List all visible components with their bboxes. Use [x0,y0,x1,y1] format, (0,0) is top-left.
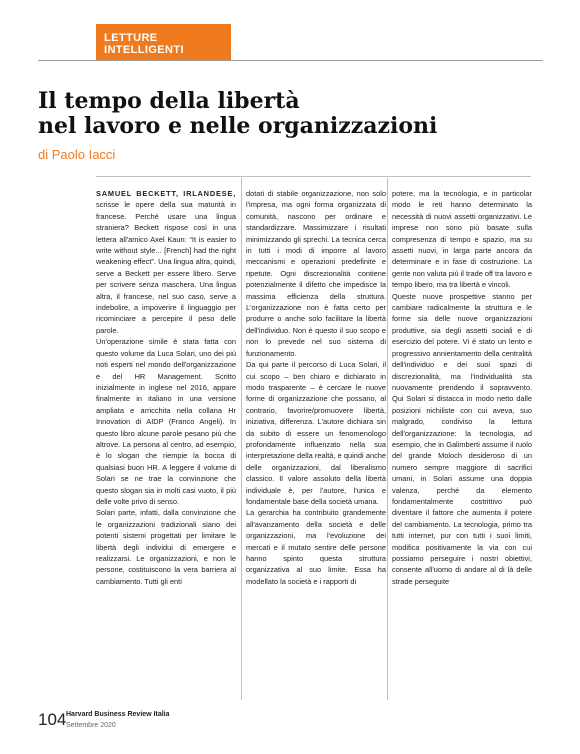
text-column-1 [96,188,236,587]
paragraph: Queste nuove prospettive stanno per cambiare radicalmente la struttura e le forme sia delle nuove organizzazioni produttive, sia degli assetti sociali e di esercizio del potere. Vi è stato un lento e progressivo annientamento della centralità dell'individuo e dei suoi spazi di discrezionalità, ma l'individualità sta nuovamente prendendo il sopravvento. Qui Solari si distacca in modo netto dalle posizioni nichiliste con cui aveva, suo malgrado, condiviso la lettura dell'organizzazione: la tecnologia, ad esempio, che in Galimberti assume il ruolo del grande Moloch desideroso di un numero sempre maggiore di sacrifici umani, in Solari assume una doppia valenza, perché da elemento fondamentalmente costrittivo può diventare il fattore che aumenta il potere del cambiamento. La tecnologia, primo tra tutti internet, pur con tutti i suoi limiti, modifica positivamente la via con cui possiamo perseguire i nostri obiettivi, consente all'uomo di andare al di là delle strade perseguite [392,291,532,586]
paragraph: dotati di stabile organizzazione, non solo l'impresa, ma ogni forma organizzata di comunità, nascono per ordinare e standardizzare. Massimizzare i risultati minimizzando gli sprechi. La tecnica cerca in tutti i modi di imporre al lavoro meccanismi e operazioni predefinite e ripetute. Ogni discrezionalità contiene potenzialmente il difetto che impedisce la massima efficienza della struttura. L'organizzazione non è fatta certo per produrre o anche solo facilitare la libertà dell'individuo. Non è questo il suo scopo e non lo prevede nel suo sistema di funzionamento. [246,189,386,358]
header-rule [38,60,543,61]
page-number: 104 [38,710,67,729]
article-byline: di Paolo Iacci [38,147,116,162]
body-top-rule [96,176,531,177]
paragraph: Un'operazione simile è stata fatta con questo volume da Luca Solari, uno dei più noti esperti nel mondo dell'organizzazione e del HR Management. Scritto inizialmente in inglese nel 2016, appare finalmente in italiano in una versione ampliata e arricchita nella collana Hr Innovation di AIDP (Franco Angeli). In questo libro alcune parole pesano più che altrove. La persona al centro, ad esempio, è lo slogan che riempie la bocca di qualsiasi buon HR. A leggere il volume di Solari se ne trae la convinzione che questo slogan sia in molti casi vuoto, il più delle volte privo di senso. [96,337,236,506]
paragraph: La gerarchia ha contribuito grandemente all'avanzamento della società e delle organizzazioni, ma l'evoluzione dei mercati e il mutato sentire delle persone hanno spinto questa struttura organizzativa al suo limite. Essa ha modellato la società e i rapporti di [246,508,386,586]
magazine-name: Harvard Business Review Italia [66,711,170,718]
text-column-3 [392,188,532,587]
paragraph [96,188,236,336]
section-label: LETTURE INTELLIGENTI [96,24,231,60]
paragraph-text: scrisse le opere della sua maturità in francese. Perché usare una lingua straniera? Beckett rispose così in una lettera all'amico Axel Kaun: “It is easier to write without style... [French] had the right weakening effect”. Una lingua altra, quindi, serve a Beckett per essere libero. Serve per scrivere senza maschera. Una lingua altra, il francese, nel suo caso, serve a indebolire, a impoverire il linguaggio per ricominciare a percepire il peso delle parole. [96,200,236,335]
paragraph: Solari parte, infatti, dalla convinzione che le organizzazioni tradizionali siano dei potenti sistemi progettati per limitare le libertà degli individui di emergere e realizzarsi. Le organizzazioni, e non le persone, costituiscono la vera barriera al cambiamento. Tutti gli enti [96,508,236,586]
column-divider-1 [241,178,242,700]
article-title-line-2: nel lavoro e nelle organizzazioni [38,113,438,139]
article-title [38,89,543,139]
paragraph: Da qui parte il percorso di Luca Solari, il cui scopo – ben chiaro e dichiarato in modo trasparente – è cercare le nuove forme di organizzazione che possano, al contrario, favorire/promuovere libertà, iniziativa, differenza. L'autore dichiara sin da subito di essere un fenomenologo profondamente influenzato nella sua interpretazione della realtà, e quindi anche delle organizzazioni, dal liberalismo classico. Il valore assoluto della libertà individuale è, per l'autore, l'unica e fondamentale base della società umana. [246,360,386,506]
issue-date: Settembre 2020 [66,722,116,729]
paragraph: potere, ma la tecnologia, e in particolar modo le reti hanno determinato la necessità di nuovi assetti organizzativi. Le imprese non sono più basate sulla compresenza di tempo e spazio, ma su assetti nuovi, in larga parte ancora da determinare e in fase di costruzione. La gente non valuta più il trade off tra lavoro e tempo libero, ma tra libertà e vincoli. [392,189,532,290]
text-column-2 [246,188,386,587]
column-divider-2 [387,178,388,700]
lead-in: SAMUEL BECKETT, IRLANDESE, [96,189,236,198]
article-title-line-1: Il tempo della libertà [38,88,300,114]
